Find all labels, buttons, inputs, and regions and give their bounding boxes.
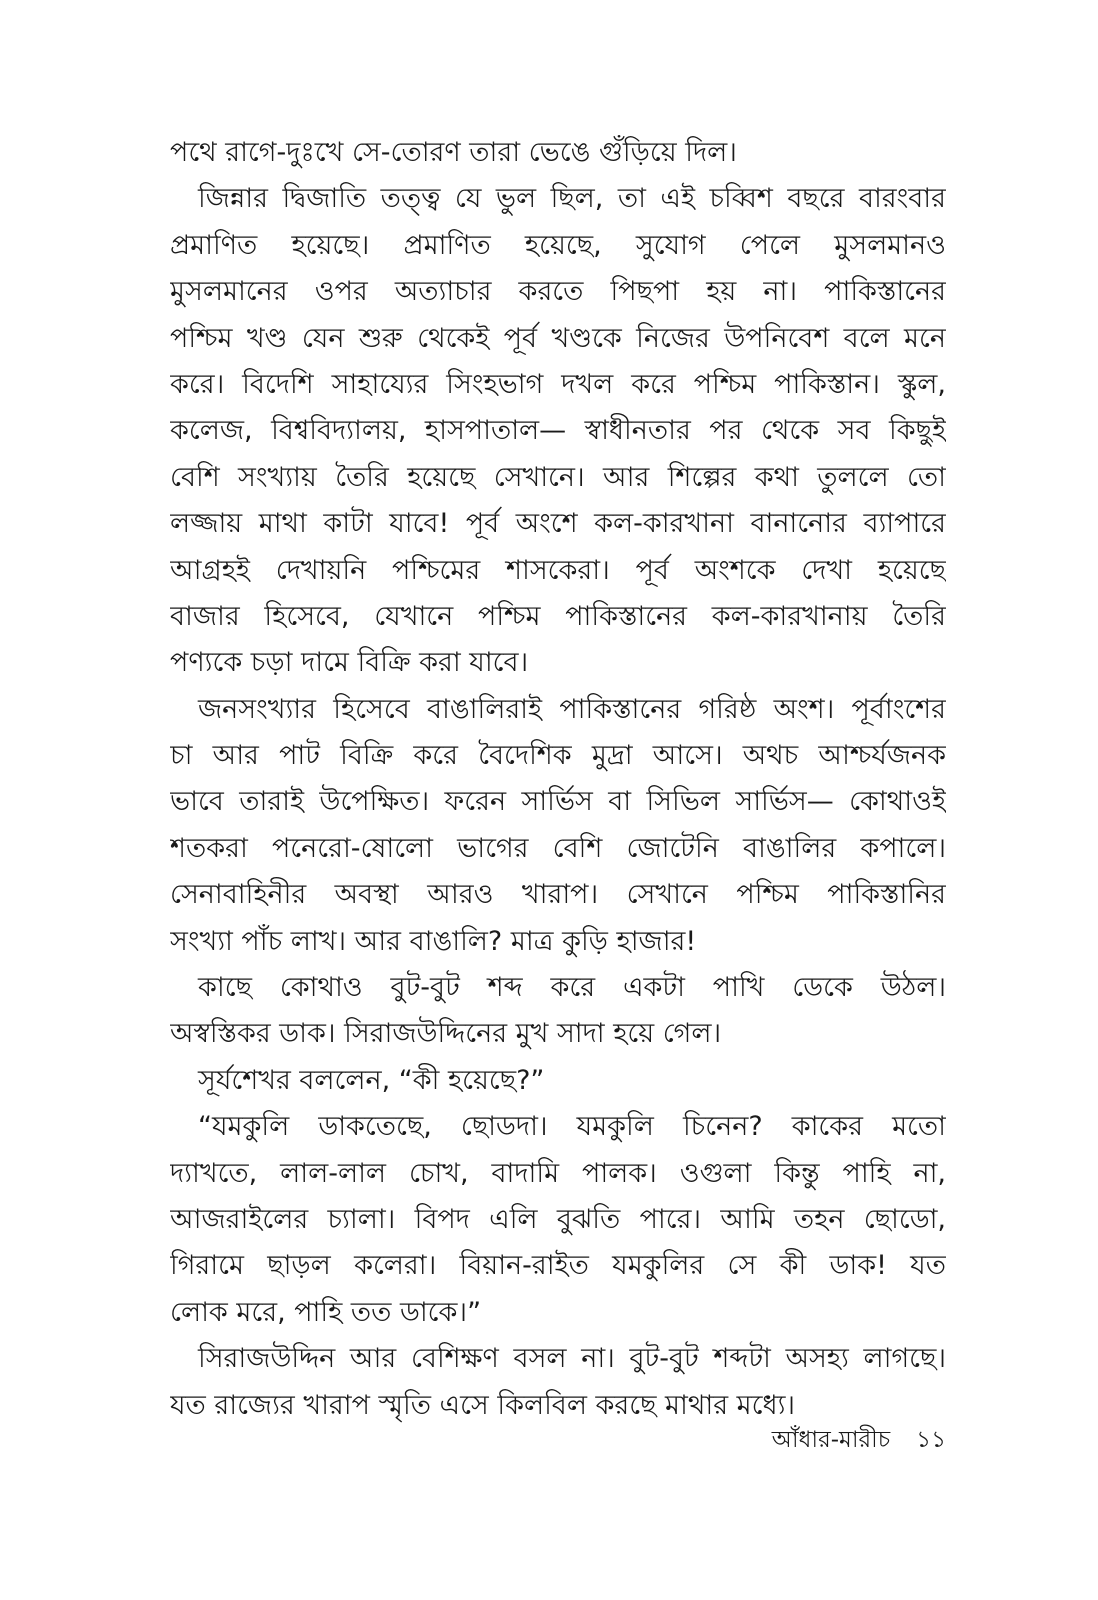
text-line: প্রমাণিত হয়েছে। প্রমাণিত হয়েছে, সুযোগ পেলে মুসলমানও [170, 229, 946, 261]
text-line: করে। বিদেশি সাহায্যের সিংহভাগ দখল করে পশ্চিম পাকিস্তান। স্কুল, [170, 368, 946, 400]
running-footer [170, 1420, 946, 1460]
paragraph [170, 687, 946, 965]
text-line: সিরাজউদ্দিন আর বেশিক্ষণ বসল না। বুট-বুট শব্দটা অসহ্য লাগছে। [198, 1343, 946, 1375]
paragraph [170, 1104, 946, 1336]
text-line: শতকরা পনেরো-ষোলো ভাগের বেশি জোটেনি বাঙালির কপালে। [170, 832, 946, 864]
text-line: অস্বস্তিকর ডাক। সিরাজউদ্দিনের মুখ সাদা হয়ে গেল। [170, 1018, 722, 1050]
text-line: লজ্জায় মাথা কাটা যাবে! পূর্ব অংশে কল-কারখানা বানানোর ব্যাপারে [170, 508, 946, 540]
text-line: দ্যাখতে, লাল-লাল চোখ, বাদামি পালক। ওগুলা কিন্তু পাহি না, [170, 1157, 946, 1189]
text-line: কাছে কোথাও বুট-বুট শব্দ করে একটা পাখি ডেকে উঠল। [198, 972, 946, 1004]
text-line: সেনাবাহিনীর অবস্থা আরও খারাপ। সেখানে পশ্চিম পাকিস্তানির [170, 879, 946, 911]
text-line: বাজার হিসেবে, যেখানে পশ্চিম পাকিস্তানের কল-কারখানায় তৈরি [170, 600, 946, 632]
text-line: পশ্চিম খণ্ড যেন শুরু থেকেই পূর্ব খণ্ডকে নিজের উপনিবেশ বলে মনে [170, 322, 946, 354]
paragraph [170, 176, 946, 686]
paragraph [170, 130, 946, 176]
text-line: লোক মরে, পাহি তত ডাকে।” [170, 1296, 482, 1328]
page-number: ১১ [916, 1427, 946, 1453]
text-line: মুসলমানের ওপর অত্যাচার করতে পিছপা হয় না। পাকিস্তানের [170, 276, 946, 308]
paragraph [170, 1058, 946, 1104]
text-line: পণ্যকে চড়া দামে বিক্রি করা যাবে। [170, 647, 529, 679]
page-body [170, 130, 946, 1429]
text-line: গিরামে ছাড়ল কলেরা। বিয়ান-রাইত যমকুলির সে কী ডাক! যত [170, 1250, 946, 1282]
text-line: সূর্যশেখর বললেন, “কী হয়েছে?” [198, 1064, 545, 1096]
text-line: আগ্রহই দেখায়নি পশ্চিমের শাসকেরা। পূর্ব অংশকে দেখা হয়েছে [170, 554, 946, 586]
paragraph [170, 965, 946, 1058]
text-line: ভাবে তারাই উপেক্ষিত। ফরেন সার্ভিস বা সিভিল সার্ভিস— কোথাওই [170, 786, 946, 818]
book-title: আঁধার-মারীচ [771, 1427, 891, 1453]
text-line: যত রাজ্যের খারাপ স্মৃতি এসে কিলবিল করছে মাথার মধ্যে। [170, 1389, 796, 1421]
paragraph [170, 1336, 946, 1429]
text-line: জিন্নার দ্বিজাতি তত্ত্ব যে ভুল ছিল, তা এই চব্বিশ বছরে বারংবার [198, 183, 946, 215]
text-line: আজরাইলের চ্যালা। বিপদ এলি বুঝতি পারে। আমি তহন ছোডো, [170, 1203, 946, 1235]
text-line: পথে রাগে-দুঃখে সে-তোরণ তারা ভেঙে গুঁড়িয়ে দিল। [170, 137, 737, 168]
text-line: জনসংখ্যার হিসেবে বাঙালিরাই পাকিস্তানের গরিষ্ঠ অংশ। পূর্বাংশের [198, 693, 946, 725]
text-line: চা আর পাট বিক্রি করে বৈদেশিক মুদ্রা আসে। অথচ আশ্চর্যজনক [170, 740, 946, 772]
text-line: “যমকুলি ডাকতেছে, ছোডদা। যমকুলি চিনেন? কাকের মতো [198, 1111, 946, 1143]
text-line: সংখ্যা পাঁচ লাখ। আর বাঙালি? মাত্র কুড়ি হাজার! [170, 925, 697, 957]
text-line: কলেজ, বিশ্ববিদ্যালয়, হাসপাতাল— স্বাধীনতার পর থেকে সব কিছুই [170, 415, 946, 447]
text-line: বেশি সংখ্যায় তৈরি হয়েছে সেখানে। আর শিল্পের কথা তুললে তো [170, 461, 946, 493]
